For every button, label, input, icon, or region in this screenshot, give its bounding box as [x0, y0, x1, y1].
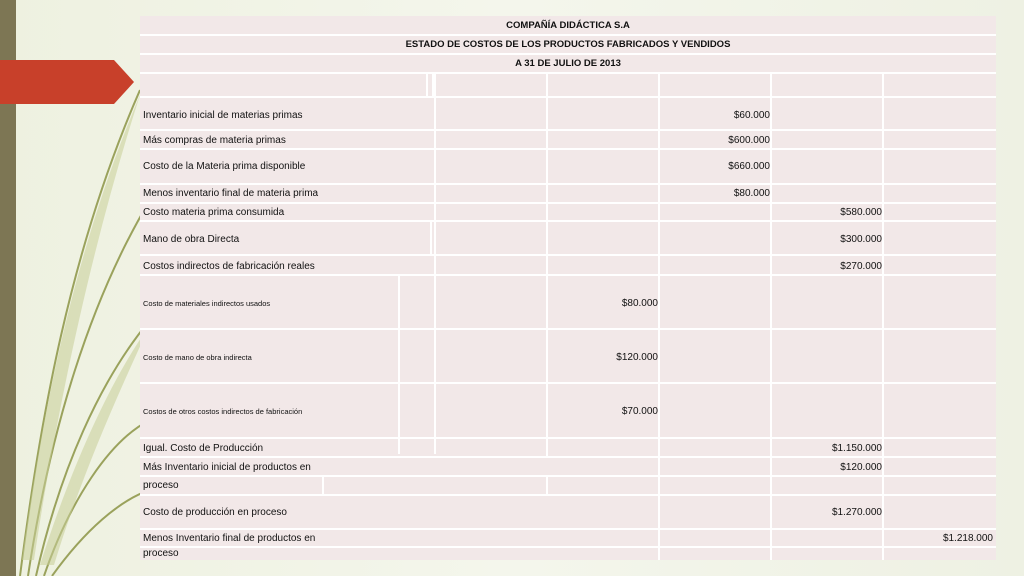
value-cif-reales: $270.000 — [840, 261, 882, 272]
label-compras-mp: Más compras de materia primas — [143, 135, 286, 146]
label-mano-obra-directa: Mano de obra Directa — [143, 234, 240, 245]
label-mano-obra-indirecta: Costo de mano de obra indirecta — [143, 353, 252, 362]
red-arrow-icon — [0, 60, 136, 104]
label-otros-indirectos: Costos de otros costos indirectos de fabricación — [143, 407, 303, 416]
label-costo-prod-proceso: Costo de producción en proceso — [143, 507, 287, 518]
label-costo-produccion: Igual. Costo de Producción — [143, 443, 264, 454]
value-inventario-final-pp: $1.218.000 — [942, 533, 993, 544]
label-inventario-final-mp: Menos inventario final de materia prima — [143, 188, 319, 199]
company-name: COMPAÑÍA DIDÁCTICA S.A — [506, 20, 630, 31]
value-otros-indirectos: $70.000 — [621, 406, 658, 417]
label-inventario-inicial-pp: Más Inventario inicial de productos en — [143, 462, 311, 473]
label-inventario-inicial-mp: Inventario inicial de materias primas — [143, 110, 303, 121]
statement-title: ESTADO DE COSTOS DE LOS PRODUCTOS FABRICADOS Y VENDIDOS — [405, 39, 731, 50]
value-costo-produccion: $1.150.000 — [831, 443, 882, 454]
label-costo-mp-disponible: Costo de la Materia prima disponible — [143, 161, 306, 172]
value-inventario-inicial-pp: $120.000 — [840, 462, 882, 473]
label-materiales-indirectos: Costo de materiales indirectos usados — [143, 299, 271, 308]
value-compras-mp: $600.000 — [728, 135, 770, 146]
value-mano-obra-directa: $300.000 — [840, 234, 882, 245]
value-materiales-indirectos: $80.000 — [621, 298, 658, 309]
value-costo-mp-disponible: $660.000 — [728, 161, 770, 172]
statement-date: A 31 DE JULIO DE 2013 — [515, 58, 621, 69]
label-inventario-inicial-pp-cont: proceso — [143, 480, 179, 491]
label-inventario-final-pp-cont: proceso — [143, 548, 179, 559]
value-inventario-inicial-mp: $60.000 — [733, 110, 770, 121]
cost-statement-table — [140, 16, 996, 560]
value-mp-consumida: $580.000 — [840, 207, 882, 218]
label-inventario-final-pp: Menos Inventario final de productos en — [143, 533, 316, 544]
value-inventario-final-mp: $80.000 — [733, 188, 770, 199]
value-mano-obra-indirecta: $120.000 — [616, 352, 658, 363]
label-cif-reales: Costos indirectos de fabricación reales — [143, 261, 315, 272]
value-costo-prod-proceso: $1.270.000 — [831, 507, 882, 518]
label-mp-consumida: Costo materia prima consumida — [143, 207, 285, 218]
